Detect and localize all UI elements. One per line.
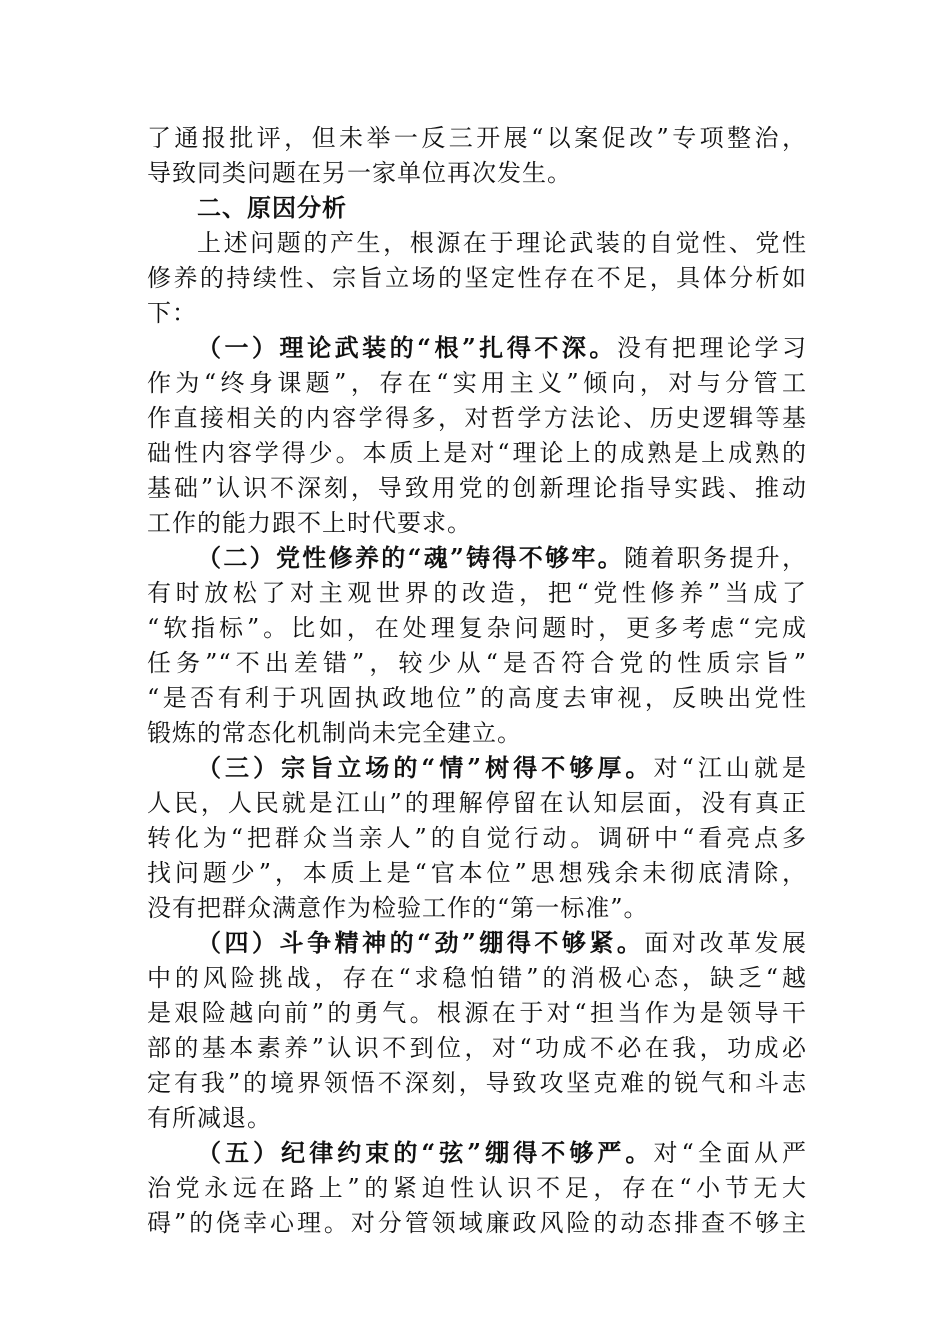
text-line: “是否有利于巩固执政地位”的高度去审视，反映出党性 bbox=[147, 684, 807, 712]
text-line: 治党永远在路上”的紧迫性认识不足，存在“小节无大 bbox=[147, 1174, 807, 1202]
text-line: 础性内容学得少。本质上是对“理论上的成熟是上成熟的 bbox=[147, 439, 807, 467]
text-line: 作直接相关的内容学得多，对哲学方法论、历史逻辑等基 bbox=[147, 404, 807, 432]
text-line: 碍”的侥幸心理。对分管领域廉政风险的动态排查不够主 bbox=[147, 1209, 807, 1237]
text-line: “软指标”。比如，在处理复杂问题时，更多考虑“完成 bbox=[147, 614, 807, 642]
text-line: 了通报批评，但未举一反三开展“以案促改”专项整治， bbox=[147, 124, 807, 152]
text-line: 定有我”的境界领悟不深刻，导致攻坚克难的锐气和斗志 bbox=[147, 1069, 807, 1097]
paragraph-first-line bbox=[197, 750, 807, 786]
text-line: 没有把群众满意作为检验工作的“第一标准”。 bbox=[147, 894, 649, 922]
text-run: 对“全面从严 bbox=[653, 1139, 807, 1167]
section-heading: 二、原因分析 bbox=[197, 194, 347, 222]
text-line: 基础”认识不深刻，导致用党的创新理论指导实践、推动 bbox=[147, 474, 807, 502]
subheading-4: （四）斗争精神的“劲”绷得不够紧。 bbox=[197, 928, 645, 957]
text-line: 锻炼的常态化机制尚未完全建立。 bbox=[147, 719, 522, 747]
text-line: 导致同类问题在另一家单位再次发生。 bbox=[147, 159, 572, 187]
text-run: 随着职务提升， bbox=[624, 544, 808, 572]
text-line: 转化为“把群众当亲人”的自觉行动。调研中“看亮点多 bbox=[147, 824, 807, 852]
subheading-2: （二）党性修养的“魂”铸得不够牢。 bbox=[197, 543, 625, 572]
text-line: 部的基本素养”认识不到位，对“功成不必在我，功成必 bbox=[147, 1034, 807, 1062]
text-line: 上述问题的产生，根源在于理论武装的自觉性、党性 bbox=[197, 229, 807, 257]
paragraph-first-line bbox=[197, 925, 807, 961]
subheading-3: （三）宗旨立场的“情”树得不够厚。 bbox=[197, 753, 654, 782]
text-line: 是艰险越向前”的勇气。根源在于对“担当作为是领导干 bbox=[147, 999, 807, 1027]
subheading-5: （五）纪律约束的“弦”绷得不够严。 bbox=[197, 1138, 654, 1167]
text-run: 面对改革发展 bbox=[644, 929, 808, 957]
text-run: 对“江山就是 bbox=[653, 754, 807, 782]
paragraph-first-line bbox=[197, 540, 807, 576]
text-line: 工作的能力跟不上时代要求。 bbox=[147, 509, 472, 537]
text-line: 有时放松了对主观世界的改造，把“党性修养”当成了 bbox=[147, 579, 807, 607]
paragraph-first-line bbox=[197, 330, 807, 366]
text-line: 修养的持续性、宗旨立场的坚定性存在不足，具体分析如 bbox=[147, 264, 807, 292]
text-line: 任务”“不出差错”，较少从“是否符合党的性质宗旨” bbox=[147, 649, 807, 677]
subheading-1: （一）理论武装的“根”扎得不深。 bbox=[197, 333, 617, 362]
text-run: 没有把理论学习 bbox=[616, 334, 808, 362]
text-line: 找问题少”，本质上是“官本位”思想残余未彻底清除， bbox=[147, 859, 807, 887]
text-line: 有所减退。 bbox=[147, 1104, 272, 1132]
text-line: 中的风险挑战，存在“求稳怕错”的消极心态，缺乏“越 bbox=[147, 964, 807, 992]
text-line: 下： bbox=[147, 299, 197, 327]
paragraph-first-line bbox=[197, 1135, 807, 1171]
text-line: 人民，人民就是江山”的理解停留在认知层面，没有真正 bbox=[147, 789, 807, 817]
text-line: 作为“终身课题”，存在“实用主义”倾向，对与分管工 bbox=[147, 369, 807, 397]
